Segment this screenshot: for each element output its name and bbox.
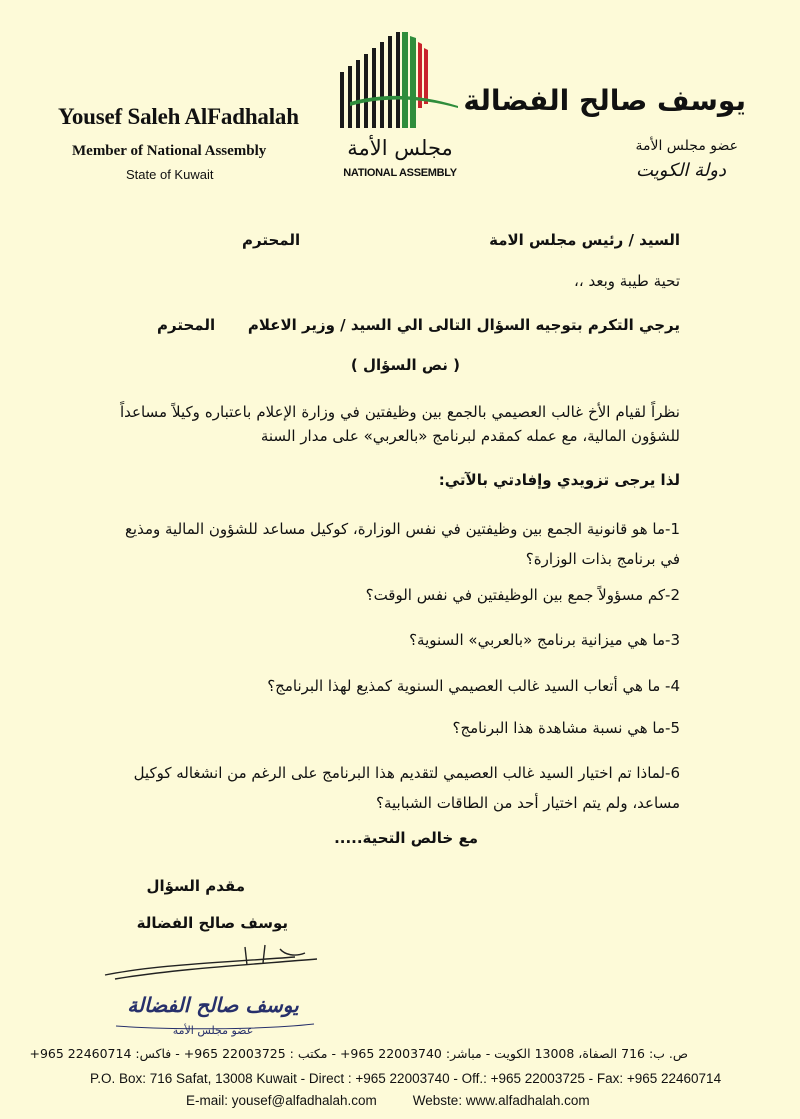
member-title-arabic: عضو مجلس الأمة	[635, 138, 738, 154]
member-title-english: Member of National Assembly	[72, 143, 267, 159]
member-name-english: Yousef Saleh AlFadhalah	[58, 104, 299, 129]
lead-line: لذا يرجى تزويدي وإفادتي بالآتي:	[438, 471, 680, 489]
addressee-honorific: المحترم	[242, 231, 301, 249]
handwritten-signature	[95, 935, 325, 995]
logo-arabic-text: مجلس الأمة	[347, 136, 453, 160]
closing: مع خالص التحية.....	[334, 829, 478, 847]
request-line: يرجي التكرم بتوجيه السؤال التالى الي السيد / وزير الاعلام	[247, 316, 680, 334]
stamp-title: عضو مجلس الأمة	[172, 1024, 254, 1037]
submitter-name: يوسف صالح الفضالة	[136, 914, 288, 932]
logo-english-text: NATIONAL ASSEMBLY	[343, 167, 457, 179]
question-item: 1-ما هو قانونية الجمع بين وظيفتين في نفس الوزارة، كوكيل مساعد للشؤون المالية ومذيع في برنامج بذات الوزارة؟	[124, 520, 680, 568]
question-title: ( نص السؤال )	[350, 356, 460, 374]
member-name-arabic: يوسف صالح الفضالة	[463, 84, 746, 117]
greeting: تحية طيبة وبعد ،،	[574, 272, 680, 290]
submitter-label: مقدم السؤال	[146, 877, 245, 895]
national-assembly-logo	[330, 28, 470, 188]
stamp-name: يوسف صالح الفضالة	[127, 993, 299, 1017]
question-item: 2-كم مسؤولاً جمع بين الوظيفتين في نفس الوقت؟	[365, 586, 680, 604]
addressee: السيد / رئيس مجلس الامة	[489, 231, 680, 249]
question-item: 4- ما هي أتعاب السيد غالب العصيمي السنوية كمذيع لهذا البرنامج؟	[267, 677, 680, 695]
state-arabic: دولة الكويت	[636, 160, 726, 181]
request-honorific: المحترم	[157, 316, 216, 334]
question-item: 6-لماذا تم اختيار السيد غالب العصيمي لتقديم هذا البرنامج على الرغم من انشغاله كوكيل مساعد، ولم يتم اختيار أحد من الطاقات الشبابية؟	[133, 764, 680, 812]
intro-paragraph: نظراً لقيام الأخ غالب العصيمي بالجمع بين وظيفتين في وزارة الإعلام باعتباره وكيلاً مساعداً للشؤون المالية، مع عمله كمقدم لبرنامج «بالعربي» على مدار السنة	[120, 403, 680, 445]
state-english: State of Kuwait	[126, 167, 214, 182]
footer-website[interactable]: Webste: www.alfadhalah.com	[412, 1093, 590, 1108]
footer-contact-arabic: ص. ب: 716 الصفاة، 13008 الكويت - مباشر: 22003740 965+ - مكتب : 22003725 965+ - فاكس: 22460714 965+	[29, 1046, 688, 1061]
footer-email-website	[186, 1093, 626, 1108]
footer-email[interactable]: E-mail: yousef@alfadhalah.com	[186, 1093, 377, 1108]
question-item: 5-ما هي نسبة مشاهدة هذا البرنامج؟	[452, 719, 680, 737]
question-item: 3-ما هي ميزانية برنامج «بالعربي» السنوية؟	[409, 631, 680, 649]
footer-contact-english: P.O. Box: 716 Safat, 13008 Kuwait - Direct : +965 22003740 - Off.: +965 22003725 - Fax: +965 22460714	[90, 1071, 722, 1086]
